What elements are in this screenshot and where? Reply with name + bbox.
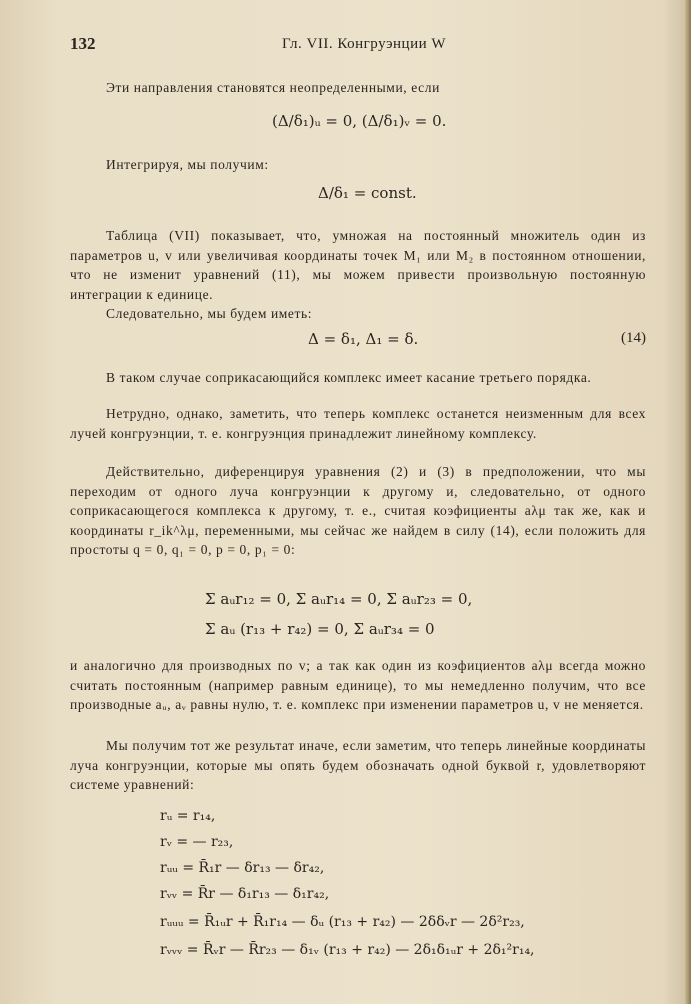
paragraph-2: Интегрируя, мы получим: [106, 157, 269, 172]
paragraph-7: Действительно, диференцируя уравнения (2) и (3) в предположении, что мы переходим от одного луча конгруэнции к другому и, следовательно, от одного соприкасающегося комплекса к другому, т. е., считая коэфициенты aλμ так же, как и координаты r_ik^λμ, переменными, мы сейчас же найдем в силу (14), если положить для простоты q = 0, q₁ = 0, p = 0, p₁ = 0: [70, 464, 646, 558]
equation-3: rᵤᵤ = R̄₁r — δr₁₃ — δr₄₂, [160, 860, 325, 876]
page-number: 132 [70, 34, 96, 53]
formula-3: Δ = δ₁, Δ₁ = δ. [308, 330, 419, 348]
formula-1: (Δ/δ₁)ᵤ = 0, (Δ/δ₁)ᵥ = 0. [272, 112, 447, 130]
formula-4b: Σ aᵤ (r₁₃ + r₄₂) = 0, Σ aᵤr₃₄ = 0 [205, 620, 435, 638]
equation-1: rᵤ = r₁₄, [160, 808, 216, 824]
running-head: Гл. VII. Конгруэнции W [282, 36, 447, 52]
paragraph-1: Эти направления становятся неопределенными, если [106, 80, 440, 95]
equation-2: rᵥ = — r₂₃, [160, 834, 234, 850]
paragraph-4: Следовательно, мы будем иметь: [106, 306, 313, 321]
equation-6: rᵥᵥᵥ = R̄ᵥr — R̄r₂₃ — δ₁ᵥ (r₁₃ + r₄₂) — 2δ₁δ₁ᵤr + 2δ₁²r₁₄, [160, 942, 535, 958]
equation-5: rᵤᵤᵤ = R̄₁ᵤr + R̄₁r₁₄ — δᵤ (r₁₃ + r₄₂) — 2δδᵥr — 2δ²r₂₃, [160, 914, 525, 930]
formula-2: Δ/δ₁ = const. [318, 184, 417, 202]
page-header [70, 34, 646, 56]
paragraph-6: Нетрудно, однако, заметить, что теперь комплекс останется неизменным для всех лучей конгруэнции, т. е. конгруэнция принадлежит линейному комплексу. [70, 406, 646, 441]
equation-number-14: (14) [621, 330, 646, 346]
equation-4: rᵥᵥ = R̄r — δ₁r₁₃ — δ₁r₄₂, [160, 886, 330, 902]
paragraph-5: В таком случае соприкасающийся комплекс имеет касание третьего порядка. [106, 370, 592, 385]
formula-4a: Σ aᵤr₁₂ = 0, Σ aᵤr₁₄ = 0, Σ aᵤr₂₃ = 0, [205, 590, 473, 608]
paragraph-3: Таблица (VII) показывает, что, умножая на постоянный множитель один из параметров u, v или увеличивая координаты точек M₁ или M₂ в постоянном отношении, что не изменит уравнений (11), мы можем привести произвольную постоянную интеграции к единице. [70, 228, 646, 302]
paragraph-8: и аналогично для производных по v; а так как один из коэфициентов aλμ всегда можно считать постоянным (например равным единице), то мы немедленно получим, что все производные aᵤ, aᵥ равны нулю, т. е. комплекс при изменении параметров u, v не меняется. [70, 658, 646, 713]
paragraph-9: Мы получим тот же результат иначе, если заметим, что теперь линейные координаты луча конгруэнции, которые мы опять будем обозначать одной буквой r, удовлетворяют системе уравнений: [70, 738, 646, 793]
page-edge [685, 0, 691, 1004]
